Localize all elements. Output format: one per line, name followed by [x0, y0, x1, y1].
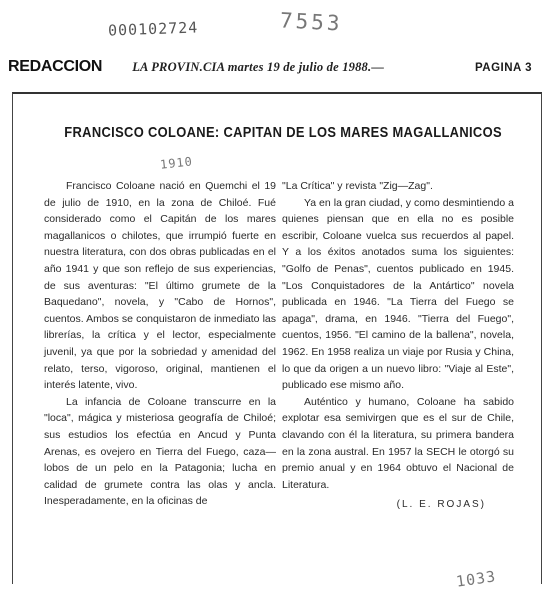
year-note-handwritten: 1910: [159, 154, 194, 172]
author-signature: (L. E. ROJAS): [396, 499, 486, 511]
section-title: REDACCION: [8, 58, 103, 75]
newspaper-date-line: LA PROVIN.CIA martes 19 de julio de 1988.—: [132, 60, 385, 74]
archive-code-handwritten: 000102724: [107, 18, 199, 40]
archive-number-handwritten: 7553: [279, 8, 344, 36]
paragraph: Auténtico y humano, Coloane ha sabido explotar esa semivirgen que es el sur de Chile, clavando con él la literatura, su primera bandera en la zona austral. En 1957 la SECH le otorgó su premio anual y en 1964 obtuvo el Nacional de Literatura.: [282, 395, 514, 491]
paragraph: "La Crítica" y revista "Zig—Zag".: [282, 180, 433, 192]
paragraph: La infancia de Coloane transcurre en la "loca", mágica y misteriosa geografía de Chiloé; sus estudios los efectúa en Ancud y Punta Arenas, es ovejero en Tierra del Fuego, caza—lobos de un pelo en la Patagonia; lucha en calidad de grumete contra las olas y ancla. Inesperadamente, en la oficinas de: [44, 395, 276, 508]
page-note-handwritten: 1033: [454, 567, 498, 591]
paragraph: Ya en la gran ciudad, y como desmintiendo a quienes piensan que en ella no es posible escribir, Coloane vuelca sus recuerdos al papel. Y a los éxitos anotados suma los siguientes: "Golfo de Penas", cuentos publicado en 1945. "Los Conquistadores de la Antártico" novela publicada en 1946. "La Tierra del Fuego se apaga", drama, en 1946. "Tierra del Fuego", cuentos, 1956. "El camino de la ballena", novela, 1962. En 1958 realiza un viaje por Rusia y China, lo que da origen a un nuevo libro: "Viaje al Este", publicado ese mismo año.: [282, 196, 514, 392]
article-column-left: [44, 178, 276, 510]
newspaper-header: [8, 58, 538, 80]
paragraph: Francisco Coloane nació en Quemchi el 19 de julio de 1910, en la zona de Chiloé. Fué considerado como el Capitán de los mares magallanicos o chilotes, que irrumpió fuerte en nuestra literatura, con dos obras publicadas en el año 1941 y que son reflejo de sus experiencias, de sus aventuras: "El último grumete de la Baquedano", novela, y "Cabo de Hornos", cuentos. Ambos se conquistaron de inmediato las librerías, la crítica y el lector, especialmente juvenil, ya que por la sobriedad y amenidad del relato, terso, vigoroso, original, mantienen el interés latente, vivo.: [44, 180, 276, 392]
article-headline: FRANCISCO COLOANE: CAPITAN DE LOS MARES MAGALLANICOS: [64, 124, 502, 141]
page-number: PAGINA 3: [474, 62, 532, 74]
article-column-right: [282, 178, 514, 514]
